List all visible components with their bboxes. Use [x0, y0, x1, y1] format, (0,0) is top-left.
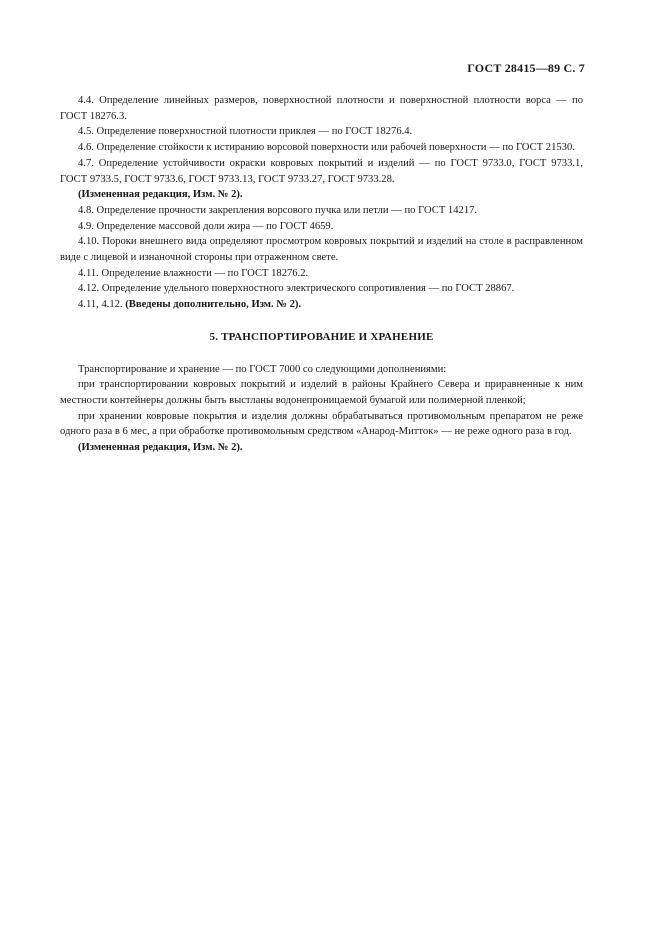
- amendment-note-4-7: (Измененная редакция, Изм. № 2).: [78, 189, 243, 201]
- section-5-storage: при хранении ковровые покрытия и изделия должны обрабатываться противомольным препаратом не реже одного раза в 6 мес, а при обработке противомольным средством «Анарод-Митток» — не реже одного раза в год.: [60, 410, 583, 438]
- clause-4-7: 4.7. Определение устойчивости окраски ковровых покрытий и изделий — по ГОСТ 9733.0, ГОСТ 9733.1, ГОСТ 9733.5, ГОСТ 9733.6, ГОСТ 9733.13, ГОСТ 9733.27, ГОСТ 9733.28.: [60, 157, 583, 185]
- section-5-title: 5. ТРАНСПОРТИРОВАНИЕ И ХРАНЕНИЕ: [209, 330, 434, 343]
- clause-4-5: 4.5. Определение поверхностной плотности приклея — по ГОСТ 18276.4.: [78, 126, 413, 138]
- section-5-transport-north: при транспортировании ковровых покрытий и изделий в районы Крайнего Севера и приравненные к ним местности контейнеры должны быть выстланы водонепроницаемой бумагой или полимерной пленкой;: [60, 379, 583, 406]
- clause-4-8: 4.8. Определение прочности закрепления ворсового пучка или петли — по ГОСТ 14217.: [78, 204, 478, 216]
- section-5-intro: Транспортирование и хранение — по ГОСТ 7000 со следующими дополнениями:: [78, 363, 447, 375]
- clause-4-11: 4.11. Определение влажности — по ГОСТ 18276.2.: [78, 267, 309, 279]
- clause-4-4: 4.4. Определение линейных размеров, поверхностной плотности и поверхностной плотности ворса — по ГОСТ 18276.3.: [60, 95, 583, 122]
- amendment-note-bold: (Введены дополнительно, Изм. № 2).: [125, 299, 302, 311]
- amendment-note-4-11-4-12: [60, 297, 583, 313]
- section-5-amendment-note: (Измененная редакция, Изм. № 2).: [78, 442, 243, 454]
- page-header: ГОСТ 28415—89 С. 7: [467, 61, 585, 75]
- document-body: [60, 93, 583, 456]
- clause-4-10: 4.10. Пороки внешнего вида определяют просмотром ковровых покрытий и изделий на столе в расправленном виде с лицевой и изнаночной стороны при отраженном свете.: [60, 236, 583, 264]
- clause-4-9: 4.9. Определение массовой доли жира — по ГОСТ 4659.: [78, 220, 334, 232]
- clause-4-12: 4.12. Определение удельного поверхностного электрического сопротивления — по ГОСТ 28867.: [78, 283, 515, 295]
- clause-4-6: 4.6. Определение стойкости к истиранию ворсовой поверхности или рабочей поверхности — по ГОСТ 21530.: [78, 142, 575, 154]
- amendment-note-prefix: 4.11, 4.12.: [78, 299, 126, 311]
